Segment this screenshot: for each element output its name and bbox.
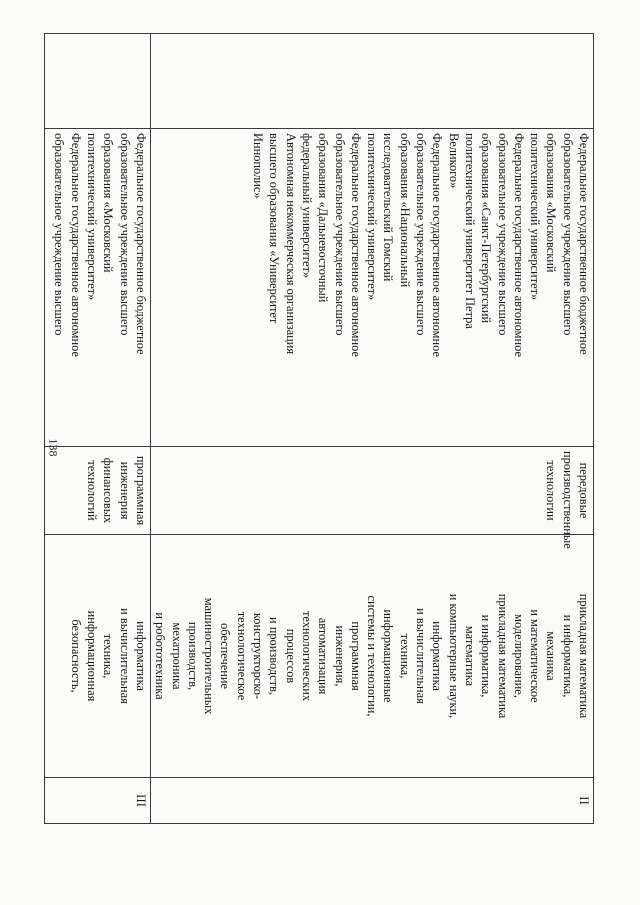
- specialty-line: производств,: [185, 621, 200, 691]
- specialty-line: конструкторско-: [251, 612, 266, 700]
- specialty-line: математика: [462, 625, 477, 687]
- specialty-line: и информатика,: [479, 614, 494, 698]
- organization-line: политехнический университет»: [85, 133, 100, 301]
- specialty-line: и производств,: [267, 616, 282, 696]
- specialty-line: программная: [348, 621, 363, 691]
- organization-line: образовательное учреждение высшего: [117, 133, 132, 336]
- specialties-cell: [44, 535, 150, 778]
- specialty-line: технологическое: [234, 611, 249, 701]
- specialty-line: моделирование,: [511, 614, 526, 698]
- empty-cell: [44, 34, 150, 129]
- theme-line: производственные: [560, 451, 575, 549]
- specialty-line: информационные: [381, 609, 396, 703]
- specialty-line: информатика: [133, 621, 148, 691]
- specialty-line: прикладная математика: [577, 593, 591, 719]
- specialty-line: прикладная математика: [495, 593, 510, 719]
- specialty-line: техника,: [397, 633, 412, 679]
- theme-line: технологии: [544, 460, 559, 521]
- organization-line: Великого»: [446, 133, 461, 189]
- organization-line: образования «Дальневосточный: [316, 133, 331, 303]
- specialty-line: инженерия,: [332, 625, 347, 687]
- organization-line: Автономная некоммерческая организация: [283, 133, 298, 355]
- organization-line: образования «Санкт-Петербургский: [479, 133, 494, 324]
- organization-line: образовательное учреждение высшего: [495, 133, 510, 336]
- organization-line: Федеральное государственное бюджетное: [577, 133, 591, 355]
- organization-line: образования «Московский: [101, 133, 116, 273]
- organization-line: Федеральное государственное автономное: [511, 133, 526, 357]
- level-cell: III: [44, 778, 150, 824]
- specialty-line: механика: [544, 631, 559, 681]
- specialty-line: мехатроника: [169, 622, 184, 690]
- specialty-line: информационная: [85, 610, 100, 702]
- organization-line: Федеральное государственное бюджетное: [133, 133, 148, 355]
- specialty-line: автоматизация: [316, 617, 331, 695]
- organization-line: политехнический университет Петра: [462, 133, 477, 329]
- page-number: 138: [46, 438, 61, 457]
- specialty-line: машиностроительных: [202, 597, 217, 715]
- empty-cell: [150, 34, 593, 129]
- organization-line: образовательное учреждение высшего: [332, 133, 347, 336]
- table-row: [44, 34, 150, 824]
- specialty-line: и информатика,: [560, 614, 575, 698]
- specialty-line: процессов: [283, 628, 298, 684]
- organization-line: образовательное учреждение высшего: [560, 133, 575, 336]
- organization-line: образовательное учреждение высшего: [52, 133, 67, 336]
- organization-line: образования «Московский: [544, 133, 559, 273]
- theme-line: инженерия: [117, 461, 132, 520]
- organization-line: образовательное учреждение высшего: [414, 133, 429, 336]
- theme-cell: [150, 447, 593, 549]
- specialty-line: техника,: [101, 633, 116, 679]
- organization-line: высшего образования «Университет: [267, 133, 282, 324]
- theme-line: передовые: [577, 462, 591, 519]
- theme-line: программная: [133, 455, 148, 526]
- organization-line: политехнический университет»: [528, 133, 543, 301]
- organization-line: Иннополис»: [251, 133, 266, 199]
- organization-line: Федеральное государственное автономное: [68, 133, 83, 357]
- organizations-cell: [44, 129, 150, 447]
- organization-line: исследовательский Томский: [381, 133, 396, 282]
- organizations-cell: [150, 129, 593, 447]
- table-row: [150, 34, 593, 824]
- organization-line: федеральный университет»: [299, 133, 314, 279]
- theme-line: финансовых: [101, 457, 116, 524]
- program-table: [44, 33, 594, 824]
- specialty-line: обеспечение: [218, 623, 233, 689]
- specialty-line: технологических: [299, 610, 314, 702]
- specialty-line: и робототехника: [153, 612, 168, 700]
- organization-line: Федеральное государственное автономное: [348, 133, 363, 357]
- organization-line: Федеральное государственное автономное: [430, 133, 445, 357]
- table-wrapper: [54, 33, 594, 823]
- specialty-line: системы и технологии,: [365, 595, 380, 717]
- level-cell: II: [150, 778, 593, 824]
- specialty-line: и вычислительная: [117, 608, 132, 704]
- specialty-line: и компьютерные науки,: [446, 593, 461, 719]
- organization-line: образования «Национальный: [397, 133, 412, 288]
- specialty-line: и вычислительная: [414, 608, 429, 704]
- specialty-line: и математическое: [528, 609, 543, 703]
- specialties-cell: [150, 535, 593, 778]
- specialty-line: информатика: [430, 621, 445, 691]
- organization-line: политехнический университет»: [365, 133, 380, 301]
- specialty-line: безопасность,: [68, 619, 83, 693]
- theme-line: технологий: [85, 460, 100, 521]
- theme-cell: [44, 447, 150, 535]
